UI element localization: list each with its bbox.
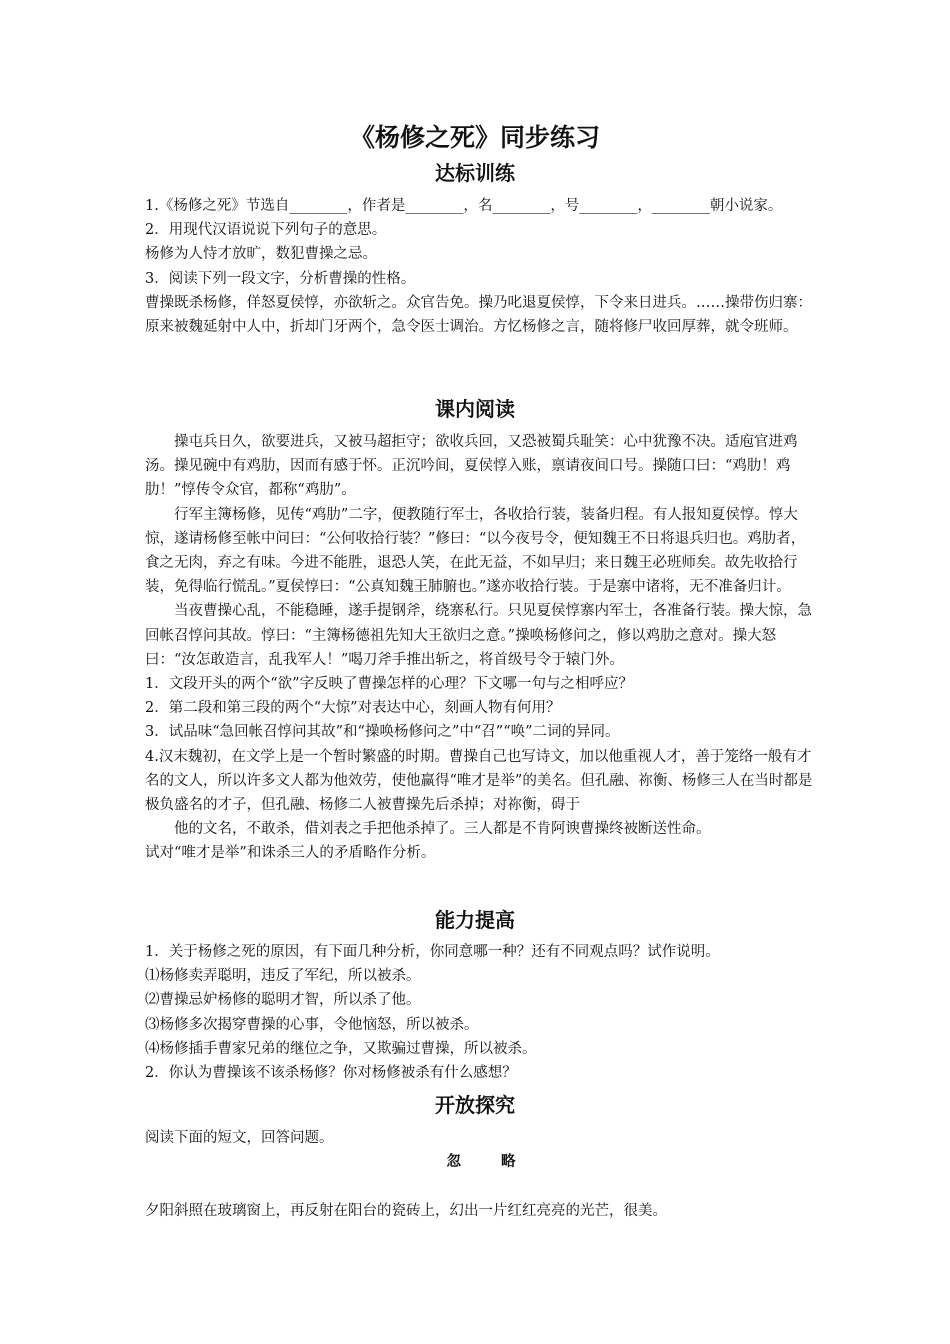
question-3: 3．阅读下列一段文字，分析曹操的性格。 <box>145 270 416 287</box>
reading-question-4-continued: 他的文名，不敢杀，借刘表之手把他杀掉了。三人都是不肯阿谀曹操终被断送性命。 <box>174 821 711 838</box>
question-2: 2．用现代汉语说说下列句子的意思。 <box>145 222 387 239</box>
ability-option: ⑷杨修插手曹家兄弟的继位之争，又欺骗过曹操，所以被杀。 <box>145 1040 537 1057</box>
question-1: 1.《杨修之死》节选自________，作者是________，名________，号________，________朝小说家。 <box>145 198 783 214</box>
ability-question: 1．关于杨修之死的原因，有下面几种分析，你同意哪一种？还有不同观点吗？试作说明。 <box>145 944 720 960</box>
ability-option: ⑴杨修卖弄聪明，违反了军纪，所以被杀。 <box>145 968 421 985</box>
reading-passage: 曹操既杀杨修，佯怒夏侯惇，亦欲斩之。众官告免。操乃叱退夏侯惇，下令来日进兵。……操带伤归寨：原来被魏延射中人中，折却门牙两个，急令医士调治。方忆杨修之言，随将修尸收回厚葬，就令班师。 <box>145 294 812 336</box>
passage-paragraph: 操屯兵日久，欲要进兵，又被马超拒守；欲收兵回，又恐被蜀兵耻笑：心中犹豫不决。适庖官进鸡汤。操见碗中有鸡肋，因而有感于怀。正沉吟间，夏侯惇入账，禀请夜间口号。操随口曰：“鸡肋！鸡肋！”惇传令众官，都称“鸡肋”。 <box>145 434 798 499</box>
section-open-inquiry <box>145 1126 817 1174</box>
reading-question-4-task: 试对“唯才是举”和诛杀三人的矛盾略作分析。 <box>145 845 436 862</box>
section-in-class-reading <box>145 430 817 866</box>
essay-body <box>145 1199 817 1223</box>
section-heading-in-class-reading: 课内阅读 <box>435 397 515 421</box>
passage-paragraph: 行军主簿杨修，见传“鸡肋”二字，便教随行军士，各收拾行装，装备归程。有人报知夏侯惇。惇大惊，遂请杨修至帐中问曰：“公何收拾行装？”修曰：“以今夜号令，便知魏王不日将退兵归也。鸡肋者，食之无肉，弃之有味。今进不能胜，退恐人笑，在此无益，不如早归；来日魏王必班师矣。故先收拾行装，免得临行慌乱。”夏侯惇曰：“公真知魏王肺腑也。”遂亦收拾行装。于是寨中诸将，无不准备归计。 <box>145 506 806 596</box>
ability-option: ⑶杨修多次揭穿曹操的心事，令他恼怒，所以被杀。 <box>145 1016 479 1033</box>
section-ability-improvement <box>145 940 817 1085</box>
reading-question: 1．文段开头的两个“欲”字反映了曹操怎样的心理？下文哪一句与之相呼应？ <box>145 676 634 693</box>
section-heading-standard-training: 达标训练 <box>435 161 515 185</box>
section-heading-ability-improvement: 能力提高 <box>435 908 515 932</box>
reading-question-4: 4.汉末魏初，在文学上是一个暂时繁盛的时期。曹操自己也写诗文，加以他重视人才，善于笼络一般有才名的文人，所以许多文人都为他效劳，使他赢得“唯才是举”的美名。但孔融、祢衡、杨修三人在当时都是极负盛名的才子，但孔融、杨修二人被曹操先后杀掉；对祢衡，碍于 <box>145 748 813 814</box>
section-heading-open-inquiry: 开放探究 <box>435 1093 515 1117</box>
quoted-sentence: 杨修为人恃才放旷，数犯曹操之忌。 <box>145 246 377 263</box>
document-title: 《杨修之死》同步练习 <box>349 123 600 152</box>
section-standard-training <box>145 194 817 339</box>
passage-paragraph: 当夜曹操心乱，不能稳睡，遂手提钢斧，绕寨私行。只见夏侯惇寨内军士，各准备行装。操大惊，急回帐召惇问其故。惇曰：“主簿杨德祖先知大王欲归之意。”操唤杨修问之，修以鸡肋之意对。操大怒曰：“汝怎敢造言，乱我军人！”喝刀斧手推出斩之，将首级号令于辕门外。 <box>145 603 812 668</box>
reading-question: 3．试品味“急回帐召惇问其故”和“操唤杨修问之”中“召”“唤”二词的异同。 <box>145 724 620 741</box>
open-inquiry-intro: 阅读下面的短文，回答问题。 <box>145 1130 334 1146</box>
essay-title: 忽略 <box>446 1154 556 1171</box>
reading-question: 2．第二段和第三段的两个“大惊”对表达中心，刻画人物有何用？ <box>145 700 561 717</box>
essay-paragraph: 夕阳斜照在玻璃窗上，再反射在阳台的瓷砖上，幻出一片红红亮亮的光芒，很美。 <box>145 1203 667 1219</box>
ability-option: ⑵曹操忌妒杨修的聪明才智，所以杀了他。 <box>145 992 421 1009</box>
ability-question: 2．你认为曹操该不该杀杨修？你对杨修被杀有什么感想？ <box>145 1065 517 1082</box>
